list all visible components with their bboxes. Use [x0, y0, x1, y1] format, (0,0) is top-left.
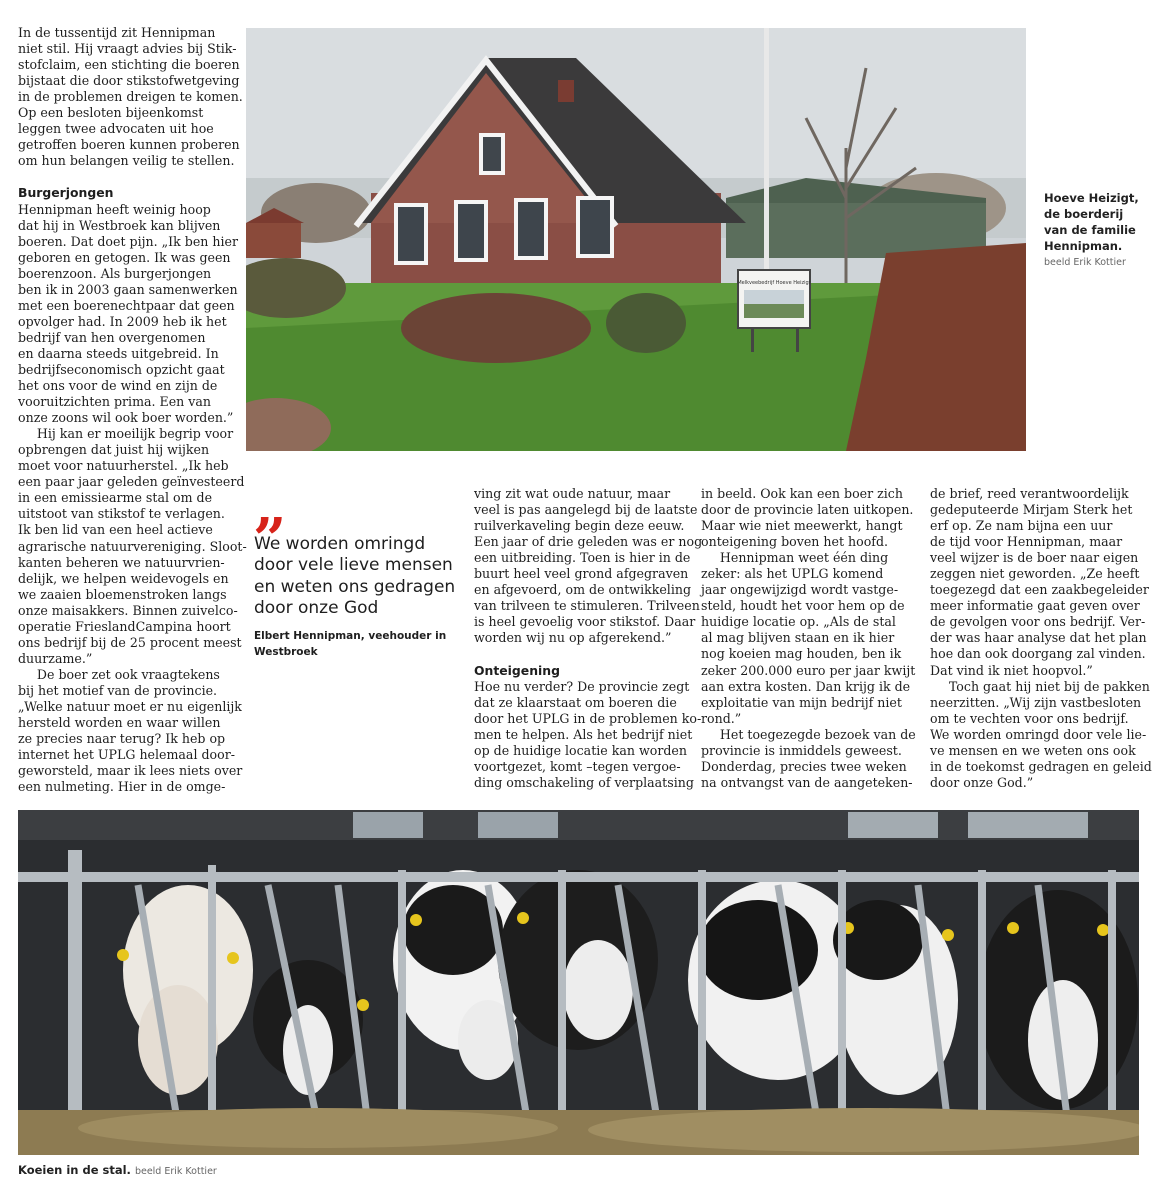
text-line: men te helpen. Als het bedrijf niet	[474, 726, 693, 742]
article-column-3	[701, 486, 919, 791]
attribution-line: Elbert Hennipman, veehouder in	[254, 630, 447, 643]
text-line: van trilveen te stimuleren. Trilveen	[474, 598, 700, 614]
caption-line: van de familie	[1044, 223, 1136, 237]
text-line: door de provincie laten uitkopen.	[701, 502, 914, 518]
text-line: neerzitten. „Wij zijn vastbesloten	[930, 694, 1142, 710]
text-line: uitstoot van stikstof te verlagen.	[18, 506, 225, 522]
text-line: om te vechten voor ons bedrijf.	[930, 710, 1129, 726]
text-line: onteigening boven het hoofd.	[701, 534, 889, 550]
text-line: hoe dan ook doorgang zal vinden.	[930, 646, 1146, 662]
text-line: De boer zet ook vraagtekens	[18, 666, 220, 682]
text-line: we zaaien bloemenstroken langs	[18, 586, 227, 602]
caption-line: de boerderij	[1044, 207, 1124, 221]
caption-title: Koeien in de stal.	[18, 1163, 131, 1177]
text-line: Het toegezegde bezoek van de	[701, 726, 916, 742]
text-line: en afgevoerd, om de ontwikkeling	[474, 582, 692, 598]
quote-line: We worden omringd	[254, 534, 426, 554]
text-line: Hoe nu verder? De provincie zegt	[474, 678, 690, 694]
cows-illustration	[18, 810, 1139, 1155]
text-line	[18, 169, 240, 185]
text-line: veel wijzer is de boer naar eigen	[930, 550, 1139, 566]
text-line: ons bedrijf bij de 25 procent meest	[18, 634, 242, 650]
text-line: provincie is inmiddels geweest.	[701, 742, 902, 758]
text-line: nog koeien mag houden, ben ik	[701, 646, 902, 662]
text-line: met een boerenechtpaar dat geen	[18, 297, 235, 313]
text-line: opvolger had. In 2009 heb ik het	[18, 313, 227, 329]
text-line: dat hij in Westbroek kan blijven	[18, 217, 221, 233]
text-line: stofclaim, een stichting die boeren	[18, 57, 240, 73]
photo-credit: beeld Erik Kottier	[1044, 257, 1126, 268]
text-line: is heel gevoelig voor stikstof. Daar	[474, 614, 696, 630]
text-line: een nulmeting. Hier in de omge-	[18, 779, 226, 795]
text-line: in de toekomst gedragen en geleid	[930, 758, 1152, 774]
text-line: Ik ben lid van een heel actieve	[18, 522, 213, 538]
text-line: hersteld worden en waar willen	[18, 715, 221, 731]
photo-credit: beeld Erik Kottier	[134, 1166, 217, 1177]
text-line: al mag blijven staan en ik hier	[701, 630, 895, 646]
text-line: operatie FrieslandCampina hoort	[18, 618, 231, 634]
text-line: en daarna steeds uitgebreid. In	[18, 345, 219, 361]
text-line: zeker: als het UPLG komend	[701, 566, 884, 582]
text-line: het ons voor de wind en zijn de	[18, 378, 218, 394]
section-heading: Onteigening	[474, 662, 560, 678]
text-line: na ontvangst van de aangeteken-	[701, 774, 913, 790]
text-line: ben ik in 2003 gaan samenwerken	[18, 281, 238, 297]
text-line: bedrijfseconomisch opzicht gaat	[18, 361, 225, 377]
text-line: Hennipman heeft weinig hoop	[18, 201, 211, 217]
text-line	[474, 646, 689, 662]
text-line: Toch gaat hij niet bij de pakken	[930, 678, 1150, 694]
text-line: gedeputeerde Mirjam Sterk het	[930, 502, 1133, 518]
text-line: ding omschakeling of verplaatsing	[474, 774, 694, 790]
farmhouse-photo	[246, 28, 1026, 451]
text-line: veel is pas aangelegd bij de laatste	[474, 502, 698, 518]
text-line: geworsteld, maar ik lees niets over	[18, 763, 243, 779]
text-line: Maar wie niet meewerkt, hangt	[701, 518, 903, 534]
text-line: bedrijf van hen overgenomen	[18, 329, 206, 345]
text-line: Hij kan er moeilijk begrip voor	[18, 426, 234, 442]
text-line: ve mensen en we weten ons ook	[930, 742, 1136, 758]
text-line: onze maisakkers. Binnen zuivelco-	[18, 602, 238, 618]
quote-attribution	[254, 628, 464, 660]
text-line: delijk, we helpen weidevogels en	[18, 570, 229, 586]
text-line: agrarische natuurvereniging. Sloot-	[18, 538, 247, 554]
text-line: ving zit wat oude natuur, maar	[474, 486, 671, 501]
text-line: rond.”	[701, 710, 742, 726]
text-line: erf op. Ze nam bijna een uur	[930, 518, 1113, 534]
quote-line: door onze God	[254, 597, 379, 618]
caption-line: Hoeve Heizigt,	[1044, 191, 1139, 205]
text-line: onze zoons wil ook boer worden.”	[18, 410, 234, 426]
text-line: om hun belangen veilig te stellen.	[18, 153, 235, 169]
text-line: zeggen niet geworden. „Ze heeft	[930, 566, 1140, 582]
article-column-1	[18, 25, 247, 795]
text-line: in beeld. Ook kan een boer zich	[701, 486, 903, 501]
text-line: in een emissiearme stal om de	[18, 490, 213, 506]
text-line: bijstaat die door stikstofwetgeving	[18, 73, 240, 89]
text-line: opbrengen dat juist hij wijken	[18, 442, 210, 458]
photo-caption-cows	[18, 1159, 217, 1178]
quote-line: door vele lieve mensen	[254, 555, 453, 576]
text-line: exploitatie van mijn bedrijf niet	[701, 694, 902, 710]
text-line: kanten beheren we natuurvrien-	[18, 554, 225, 570]
section-heading: Burgerjongen	[18, 185, 114, 201]
text-line: Een jaar of drie geleden was er nog	[474, 534, 703, 550]
farmhouse-illustration	[246, 28, 1026, 451]
text-line: Dat vind ik niet hoopvol.”	[930, 662, 1093, 678]
article-column-2	[474, 486, 703, 791]
text-line: moet voor natuurherstel. „Ik heb	[18, 458, 229, 474]
text-line: leggen twee advocaten uit hoe	[18, 121, 214, 137]
text-line: de tijd voor Hennipman, maar	[930, 534, 1123, 550]
text-line: huidige locatie op. „Als de stal	[701, 614, 896, 630]
text-line: aan extra kosten. Dan krijg ik de	[701, 678, 911, 694]
text-line: dat ze klaarstaat om boeren die	[474, 694, 677, 710]
cows-photo	[18, 810, 1139, 1155]
quote-mark-icon: „	[254, 472, 284, 540]
text-line: boerenzoon. Als burgerjongen	[18, 265, 212, 281]
text-line: ze precies naar terug? Ik heb op	[18, 731, 226, 747]
text-line: boeren. Dat doet pijn. „Ik ben hier	[18, 233, 239, 249]
text-line: een uitbreiding. Toen is hier in de	[474, 550, 691, 566]
text-line: We worden omringd door vele lie-	[930, 726, 1147, 742]
text-line: ruilverkaveling begin deze eeuw.	[474, 518, 685, 534]
text-line: Op een besloten bijeenkomst	[18, 105, 204, 121]
text-line: door onze God.”	[930, 774, 1034, 790]
text-line: op de huidige locatie kan worden	[474, 742, 687, 758]
text-line: door het UPLG in de problemen ko-	[474, 710, 702, 726]
photo-caption-house	[1044, 190, 1159, 268]
text-line: jaar ongewijzigd wordt vastge-	[701, 582, 899, 598]
article-column-4	[930, 486, 1150, 791]
text-line: buurt heel veel grond afgegraven	[474, 566, 689, 582]
text-line: de brief, reed verantwoordelijk	[930, 486, 1129, 501]
text-line: in de problemen dreigen te komen.	[18, 89, 243, 105]
text-line: internet het UPLG helemaal door-	[18, 747, 235, 763]
text-line: steld, houdt het voor hem op de	[701, 598, 905, 614]
quote-text	[254, 534, 464, 619]
text-line: Donderdag, precies twee weken	[701, 758, 907, 774]
text-line: worden wij nu op afgerekend.”	[474, 630, 672, 646]
text-line: duurzame.”	[18, 650, 93, 666]
text-line: niet stil. Hij vraagt advies bij Stik-	[18, 41, 237, 57]
text-line: In de tussentijd zit Hennipman	[18, 25, 216, 40]
text-line: Hennipman weet één ding	[701, 550, 889, 566]
text-line: toegezegd dat een zaakbegeleider	[930, 582, 1149, 598]
text-line: vooruitzichten prima. Een van	[18, 394, 212, 410]
text-line: „Welke natuur moet er nu eigenlijk	[18, 698, 242, 714]
text-line: voortgezet, komt –tegen vergoe-	[474, 758, 681, 774]
caption-line: Hennipman.	[1044, 239, 1123, 253]
text-line: geboren en getogen. Ik was geen	[18, 249, 231, 265]
text-line: de gevolgen voor ons bedrijf. Ver-	[930, 614, 1146, 630]
quote-line: en weten ons gedragen	[254, 576, 456, 597]
text-line: meer informatie gaat geven over	[930, 598, 1140, 614]
text-line: der was haar analyse dat het plan	[930, 630, 1147, 646]
text-line: getroffen boeren kunnen proberen	[18, 137, 240, 153]
text-line: zeker 200.000 euro per jaar kwijt	[701, 662, 916, 678]
attribution-line: Westbroek	[254, 646, 318, 659]
pull-quote	[254, 472, 464, 660]
sign-text: Melkveebedrijf Hoeve Heizigt	[737, 280, 811, 286]
text-line: een paar jaar geleden geïnvesteerd	[18, 474, 245, 490]
text-line: bij het motief van de provincie.	[18, 682, 218, 698]
